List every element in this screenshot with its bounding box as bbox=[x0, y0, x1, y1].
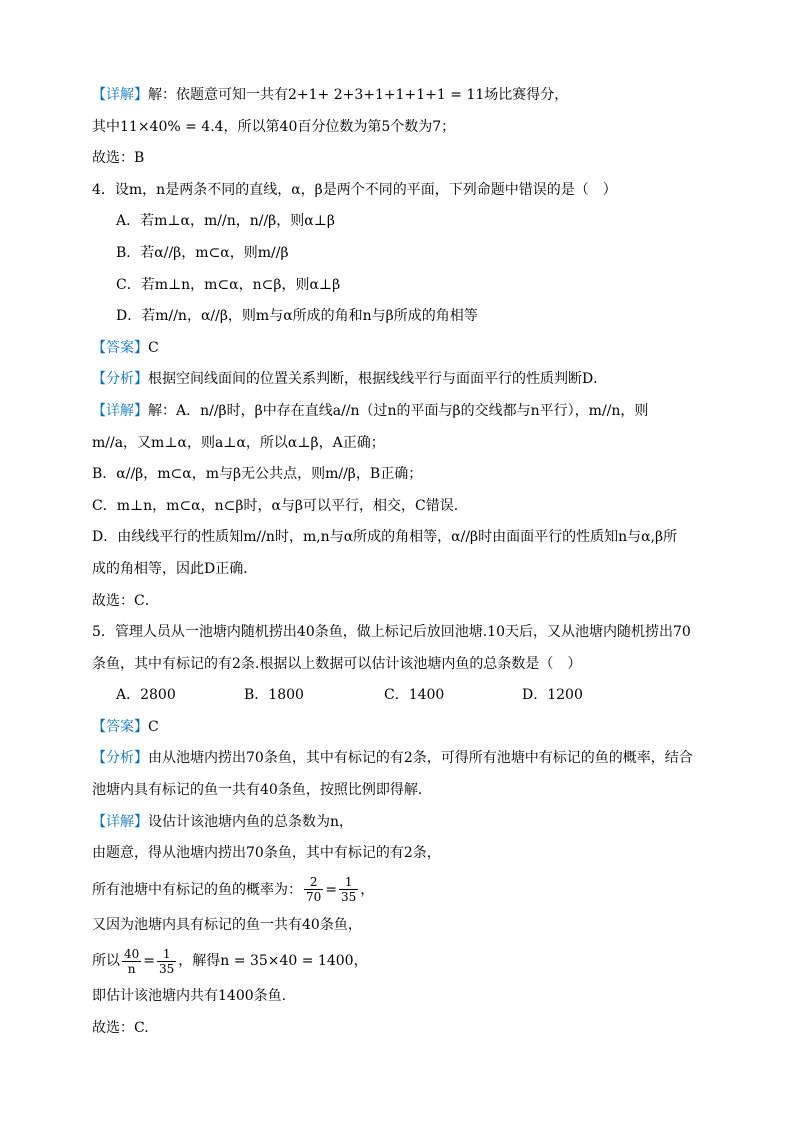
q4-option-d: D．若m//n，α//β，则m与α所成的角和n与β所成的角相等 bbox=[116, 308, 478, 325]
q4-analysis-text: 根据空间线面间的位置关系判断，根据线线平行与面面平行的性质判断D． bbox=[148, 371, 608, 388]
q5-stem-1: 5．管理人员从一池塘内随机捞出40条鱼，做上标记后放回池塘.10天后，又从池塘内随机捞出70 bbox=[92, 624, 691, 641]
detail-tag: 【详解】 bbox=[92, 813, 148, 830]
q5-option-c: C．1400 bbox=[384, 687, 445, 704]
q5-detail-text-1: 设估计该池塘内鱼的总条数为n， bbox=[148, 813, 354, 830]
q5-stem-2: 条鱼，其中有标记的有2条.根据以上数据可以估计该池塘内鱼的总条数是（ ） bbox=[92, 655, 582, 672]
q5-option-d: D．1200 bbox=[522, 687, 583, 704]
q4-detail-line-5: D．由线线平行的性质知m//n时，m,n与α所成的角相等，α//β时由面面平行的性质知n与α,β所 bbox=[92, 529, 678, 546]
q5-detail-1 bbox=[92, 807, 712, 839]
q5-answer bbox=[92, 712, 712, 744]
q4-answer-value: C bbox=[148, 339, 159, 356]
q4-answer bbox=[92, 333, 712, 365]
analysis-tag: 【分析】 bbox=[92, 750, 148, 767]
q5-again-line: 又因为池塘内具有标记的鱼一共有40条鱼， bbox=[92, 916, 362, 933]
document-page bbox=[92, 80, 712, 1045]
analysis-tag: 【分析】 bbox=[92, 371, 148, 388]
q5-analysis-2: 池塘内具有标记的鱼一共有40条鱼，按照比例即得解. bbox=[92, 782, 423, 799]
q4-choose: 故选：C． bbox=[92, 592, 159, 609]
q4-detail-line-4: C．m⊥n，m⊂α，n⊂β时，α与β可以平行，相交，C错误． bbox=[92, 497, 468, 514]
q3-detail-line-2: 其中11×40% = 4.4，所以第40百分位数为第5个数为7； bbox=[92, 118, 456, 135]
q4-detail-line-1 bbox=[92, 396, 712, 428]
q4-stem: 4．设m，n是两条不同的直线，α，β是两个不同的平面，下列命题中错误的是（ ） bbox=[92, 181, 617, 198]
q5-prob-prefix: 所有池塘中有标记的鱼的概率为： bbox=[92, 881, 302, 898]
fraction-2-70: $\frac{2}{70}$ bbox=[306, 875, 322, 905]
fraction-1-35-b: $\frac{1}{35}$ bbox=[159, 946, 175, 976]
detail-tag: 【详解】 bbox=[92, 402, 148, 419]
q5-analysis-text-1: 由从池塘内捞出70条鱼，其中有标记的有2条，可得所有池塘中有标记的鱼的概率，结合 bbox=[148, 750, 693, 767]
q4-option-b: B．若α//β，m⊂α，则m//β bbox=[116, 244, 289, 261]
q5-choose: 故选：C. bbox=[92, 1020, 149, 1037]
detail-tag: 【详解】 bbox=[92, 87, 148, 103]
q5-conclusion: 即估计该池塘内共有1400条鱼. bbox=[92, 988, 287, 1005]
q4-detail-text-1: 解：A．n//β时，β中存在直线a//n（过n的平面与β的交线都与n平行），m//n，则 bbox=[148, 402, 649, 419]
fraction-1-35: $\frac{1}{35}$ bbox=[341, 875, 357, 905]
q5-detail-2: 由题意，得从池塘内捞出70条鱼，其中有标记的有2条， bbox=[92, 845, 441, 862]
q5-solve-line: 所以 $\frac{40}{n}$ = $\frac{1}{35}$ ，解得n = 35×40 = 1400， bbox=[92, 946, 368, 976]
q3-detail-text: 解：依题意可知一共有2+1+ 2+3+1+1+1+1 = 11场比赛得分， bbox=[148, 87, 569, 103]
q4-detail-line-3: B．α//β，m⊂α，m与β无公共点，则m//β，B正确； bbox=[92, 466, 423, 483]
q4-option-a: A．若m⊥α，m//n，n//β，则α⊥β bbox=[116, 213, 335, 230]
q4-detail-line-6: 成的角相等，因此D正确． bbox=[92, 560, 258, 577]
q4-detail-line-2: m//a，又m⊥α，则a⊥α，所以α⊥β，A正确； bbox=[92, 434, 385, 451]
q5-answer-value: C bbox=[148, 718, 159, 735]
answer-tag: 【答案】 bbox=[92, 339, 148, 356]
q3-detail-line bbox=[92, 80, 712, 112]
q5-option-b: B．1800 bbox=[244, 687, 304, 704]
q3-choose: 故选：B bbox=[92, 150, 145, 167]
q5-options bbox=[92, 680, 712, 712]
q4-analysis bbox=[92, 364, 712, 396]
q5-option-a: A．2800 bbox=[116, 687, 176, 704]
q4-option-c: C．若m⊥n，m⊂α，n⊂β，则α⊥β bbox=[116, 276, 341, 293]
answer-tag: 【答案】 bbox=[92, 718, 148, 735]
q5-probability-line: 所有池塘中有标记的鱼的概率为： $\frac{2}{70}$ = $\frac{1}{35}$ ， bbox=[92, 875, 375, 905]
fraction-40-n: $\frac{40}{n}$ bbox=[124, 946, 140, 976]
q5-analysis-1 bbox=[92, 743, 712, 775]
